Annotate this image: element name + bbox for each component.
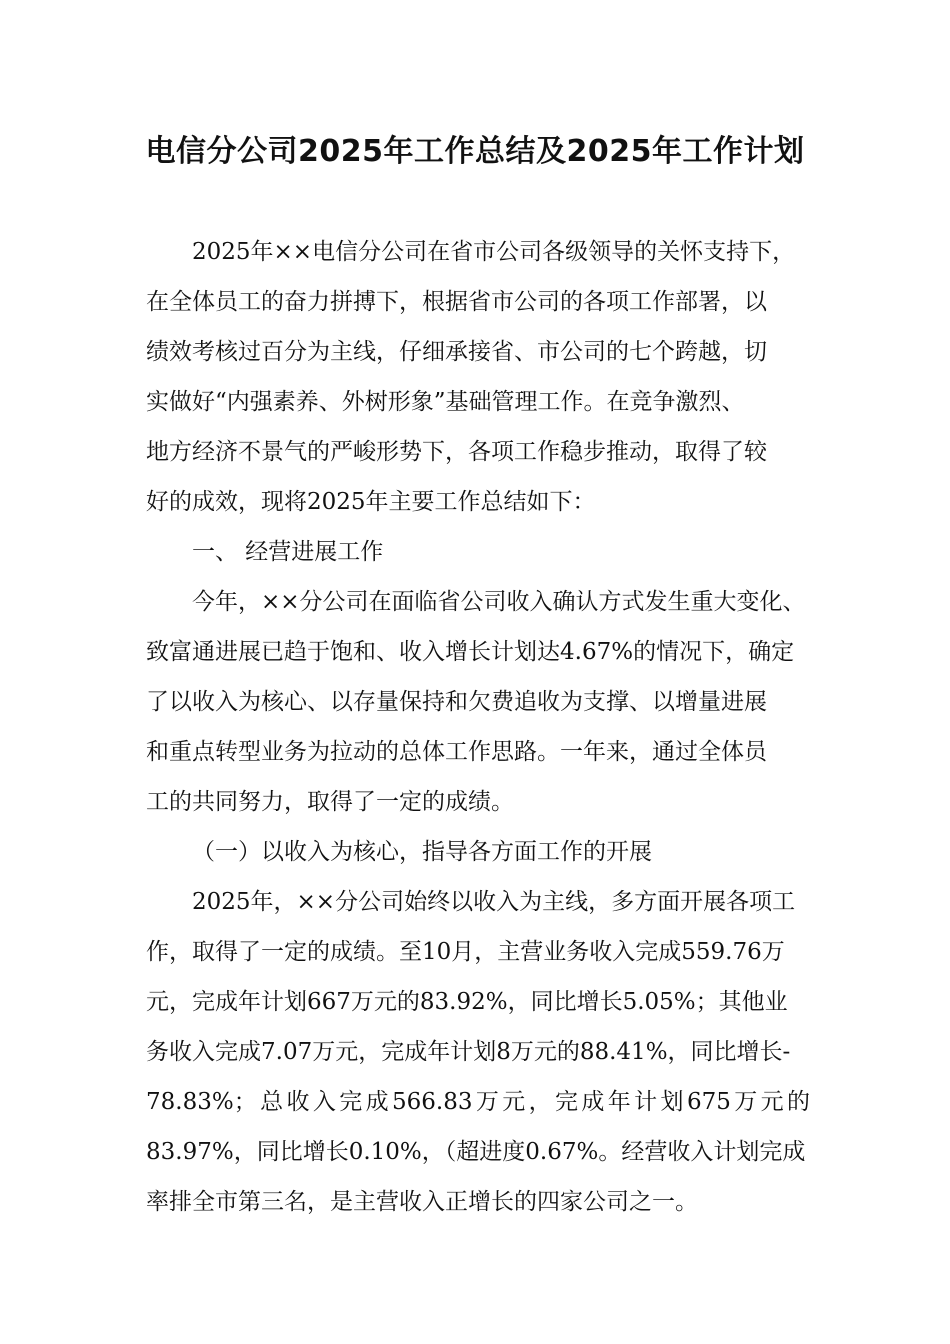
- section-paragraph-line-1: 今年，××分公司在面临省公司收入确认方式发生重大变化、: [192, 589, 806, 615]
- subsection-heading: （一）以收入为核心，指导各方面工作的开展: [192, 839, 652, 865]
- intro-line-1: 2025年××电信分公司在省市公司各级领导的关怀支持下，: [192, 239, 796, 265]
- intro-line-6: 好的成效，现将2025年主要工作总结如下：: [146, 489, 596, 515]
- section-paragraph-line-5: 工的共同努力，取得了一定的成绩。: [146, 789, 514, 815]
- section-paragraph-line-4: 和重点转型业务为拉动的总体工作思路。一年来，通过全体员: [146, 739, 767, 765]
- subsection-paragraph-line-1: 2025年，××分公司始终以收入为主线，多方面开展各项工: [192, 889, 796, 915]
- section-heading: 一、 经营进展工作: [192, 539, 384, 565]
- subsection-paragraph-line-5: 78.83%；总收入完成566.83万元，完成年计划675万元的: [146, 1089, 810, 1115]
- document-title: 电信分公司2025年工作总结及2025年工作计划: [145, 134, 805, 169]
- subsection-paragraph-line-4: 务收入完成7.07万元，完成年计划8万元的88.41%，同比增长-: [146, 1039, 791, 1065]
- subsection-paragraph-line-2: 作，取得了一定的成绩。至10月，主营业务收入完成559.76万: [146, 939, 785, 965]
- document-body: [146, 227, 810, 1227]
- intro-line-5: 地方经济不景气的严峻形势下，各项工作稳步推动，取得了较: [146, 439, 767, 465]
- intro-line-4: 实做好“内强素养、外树形象”基础管理工作。在竞争激烈、: [146, 389, 745, 415]
- intro-line-3: 绩效考核过百分为主线，仔细承接省、市公司的七个跨越，切: [146, 339, 767, 365]
- section-paragraph-line-3: 了以收入为核心、以存量保持和欠费追收为支撑、以增量进展: [146, 689, 767, 715]
- subsection-paragraph-line-6: 83.97%，同比增长0.10%，（超进度0.67%。经营收入计划完成: [146, 1139, 806, 1165]
- section-paragraph-line-2: 致富通进展已趋于饱和、收入增长计划达4.67%的情况下，确定: [146, 639, 795, 665]
- subsection-paragraph-line-3: 元，完成年计划667万元的83.92%，同比增长5.05%；其他业: [146, 989, 788, 1015]
- intro-line-2: 在全体员工的奋力拼搏下，根据省市公司的各项工作部署，以: [146, 289, 767, 315]
- subsection-paragraph-line-7: 率排全市第三名，是主营收入正增长的四家公司之一。: [146, 1189, 698, 1215]
